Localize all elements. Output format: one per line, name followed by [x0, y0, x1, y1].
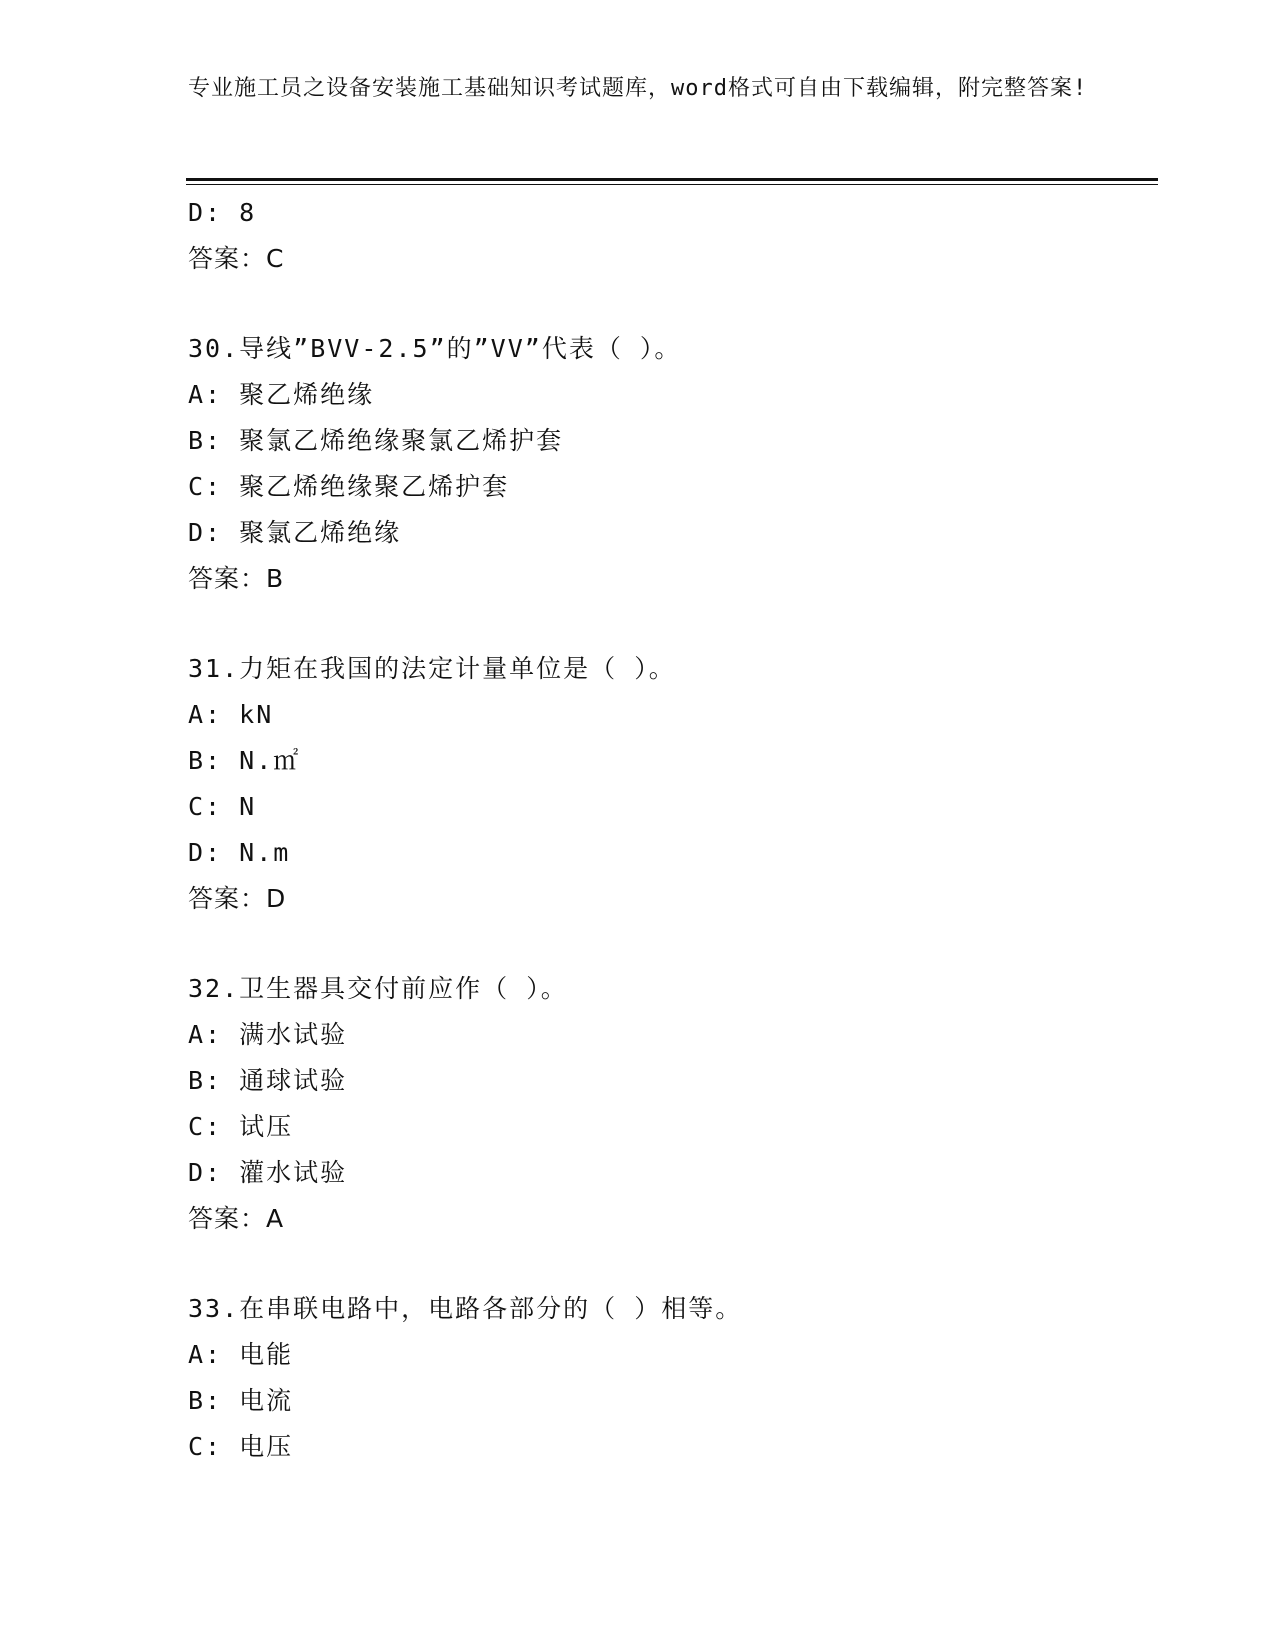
spacer	[188, 282, 1148, 326]
option-a: A: kN	[188, 700, 274, 729]
option-b: B: 电流	[188, 1386, 294, 1415]
option-c: C: N	[188, 792, 257, 821]
option-b: B: N.㎡	[188, 746, 301, 775]
option-d: D: N.m	[188, 838, 291, 867]
option-b: B: 通球试验	[188, 1066, 348, 1095]
answer-line: 答案：D	[188, 884, 287, 913]
option-b: B: 聚氯乙烯绝缘聚氯乙烯护套	[188, 426, 564, 455]
spacer	[188, 602, 1148, 646]
answer-line: 答案：C	[188, 244, 285, 273]
question-stem: 33.在串联电路中，电路各部分的（ ）相等。	[188, 1294, 743, 1323]
option-c: C: 试压	[188, 1112, 294, 1141]
option-d: D: 聚氯乙烯绝缘	[188, 518, 402, 547]
option-d: D: 8	[188, 198, 257, 227]
option-c: C: 聚乙烯绝缘聚乙烯护套	[188, 472, 510, 501]
option-a: A: 聚乙烯绝缘	[188, 380, 375, 409]
question-block	[188, 966, 1148, 1242]
option-c: C: 电压	[188, 1432, 294, 1461]
option-d: D: 灌水试验	[188, 1158, 348, 1187]
document-header: 专业施工员之设备安装施工基础知识考试题库，word格式可自由下载编辑，附完整答案!	[188, 76, 1088, 101]
header-divider-thick	[186, 178, 1158, 181]
header-divider-thin	[186, 184, 1158, 185]
spacer	[188, 1242, 1148, 1286]
question-block	[188, 326, 1148, 602]
question-stem: 32.卫生器具交付前应作（ ）。	[188, 974, 568, 1003]
question-stem: 30.导线”BVV-2.5”的”VV”代表（ ）。	[188, 334, 682, 363]
option-a: A: 电能	[188, 1340, 294, 1369]
answer-line: 答案：A	[188, 1204, 285, 1233]
answer-line: 答案：B	[188, 564, 285, 593]
question-block	[188, 1286, 1148, 1470]
question-stem: 31.力矩在我国的法定计量单位是（ ）。	[188, 654, 676, 683]
question-list	[188, 190, 1148, 1470]
question-block	[188, 646, 1148, 922]
option-a: A: 满水试验	[188, 1020, 348, 1049]
spacer	[188, 922, 1148, 966]
